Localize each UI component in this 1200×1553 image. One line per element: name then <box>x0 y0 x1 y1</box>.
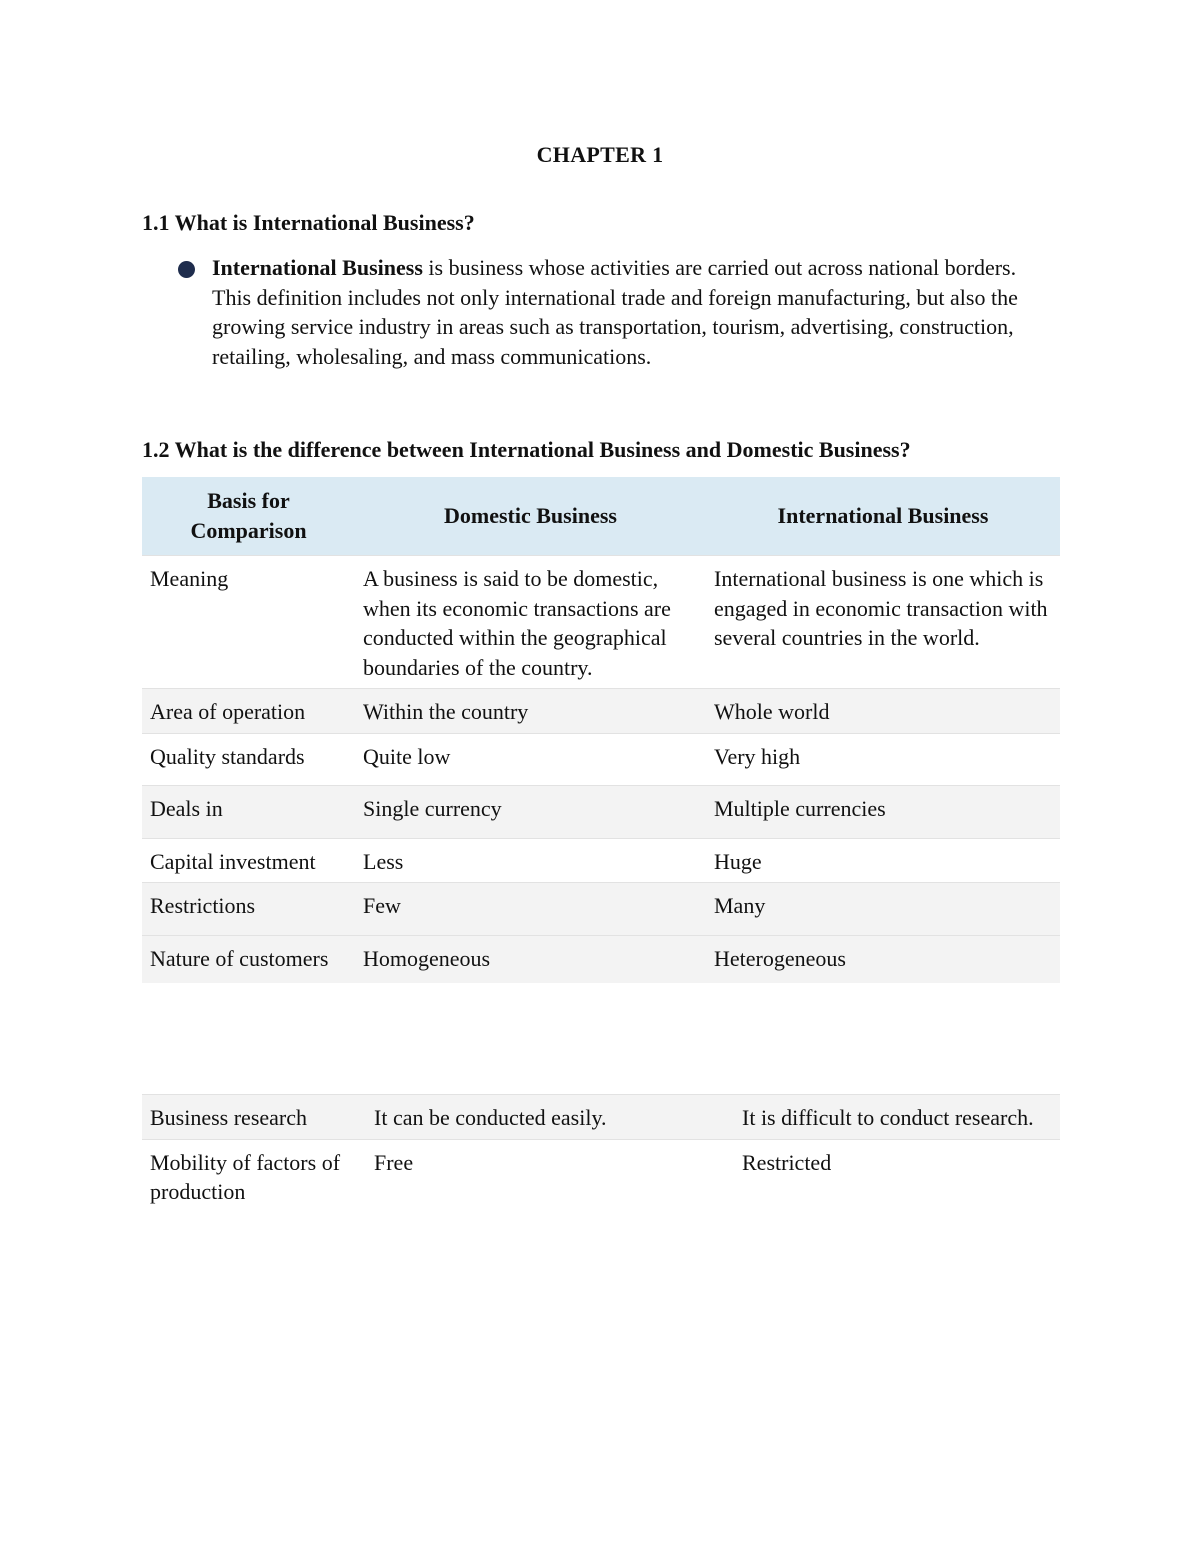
definition-body: is business whose activities are carried out across national borders. This definition includes not only international trade and foreign manufacturing, but also the growing service industry in areas such as transportation, tourism, advertising, construction, retailing, wholesaling, and mass communications. <box>212 255 1018 369</box>
international-cell: Multiple currencies <box>706 786 1060 839</box>
domestic-cell: Within the country <box>355 689 706 734</box>
row-label: Nature of customers <box>142 935 355 983</box>
header-basis: Basis for Comparison <box>142 477 355 556</box>
table-row <box>142 556 1060 689</box>
section-heading-1-1: 1.1 What is International Business? <box>142 210 475 235</box>
header-domestic: Domestic Business <box>355 477 706 556</box>
domestic-cell: Single currency <box>355 786 706 839</box>
bullet-dot-icon <box>178 261 195 278</box>
domestic-cell: Few <box>355 883 706 936</box>
table-row <box>142 733 1060 786</box>
chapter-title: CHAPTER 1 <box>536 142 664 167</box>
row-label: Deals in <box>142 786 355 839</box>
domestic-cell: A business is said to be domestic, when its economic transactions are conducted within the geographical boundaries of the country. <box>355 556 706 689</box>
definition-text <box>212 253 1058 371</box>
domestic-cell: Quite low <box>355 733 706 786</box>
international-cell: Heterogeneous <box>706 935 1060 983</box>
international-cell: Restricted <box>734 1139 1060 1213</box>
row-label: Area of operation <box>142 689 355 734</box>
international-cell: Very high <box>706 733 1060 786</box>
table-row <box>142 689 1060 734</box>
row-label: Meaning <box>142 556 355 689</box>
row-label: Mobility of factors of production <box>142 1139 366 1213</box>
row-label: Quality standards <box>142 733 355 786</box>
table-header-row <box>142 477 1060 556</box>
table-row <box>142 935 1060 983</box>
comparison-table <box>142 477 1060 983</box>
domestic-cell: Free <box>366 1139 734 1213</box>
table-row <box>142 1095 1060 1140</box>
international-cell: International business is one which is engaged in economic transaction with several countries in the world. <box>706 556 1060 689</box>
domestic-cell: Less <box>355 838 706 883</box>
section-heading-1-2: 1.2 What is the difference between International Business and Domestic Business? <box>142 437 911 462</box>
table-row <box>142 838 1060 883</box>
definition-term: International Business <box>212 255 423 280</box>
domestic-cell: Homogeneous <box>355 935 706 983</box>
header-international: International Business <box>706 477 1060 556</box>
international-cell: It is difficult to conduct research. <box>734 1095 1060 1140</box>
comparison-table-continued <box>142 1094 1060 1213</box>
row-label: Business research <box>142 1095 366 1140</box>
table-row <box>142 1139 1060 1213</box>
international-cell: Whole world <box>706 689 1060 734</box>
international-cell: Huge <box>706 838 1060 883</box>
domestic-cell: It can be conducted easily. <box>366 1095 734 1140</box>
row-label: Restrictions <box>142 883 355 936</box>
table-row <box>142 786 1060 839</box>
table-row <box>142 883 1060 936</box>
definition-bullet <box>178 253 1058 371</box>
row-label: Capital investment <box>142 838 355 883</box>
international-cell: Many <box>706 883 1060 936</box>
